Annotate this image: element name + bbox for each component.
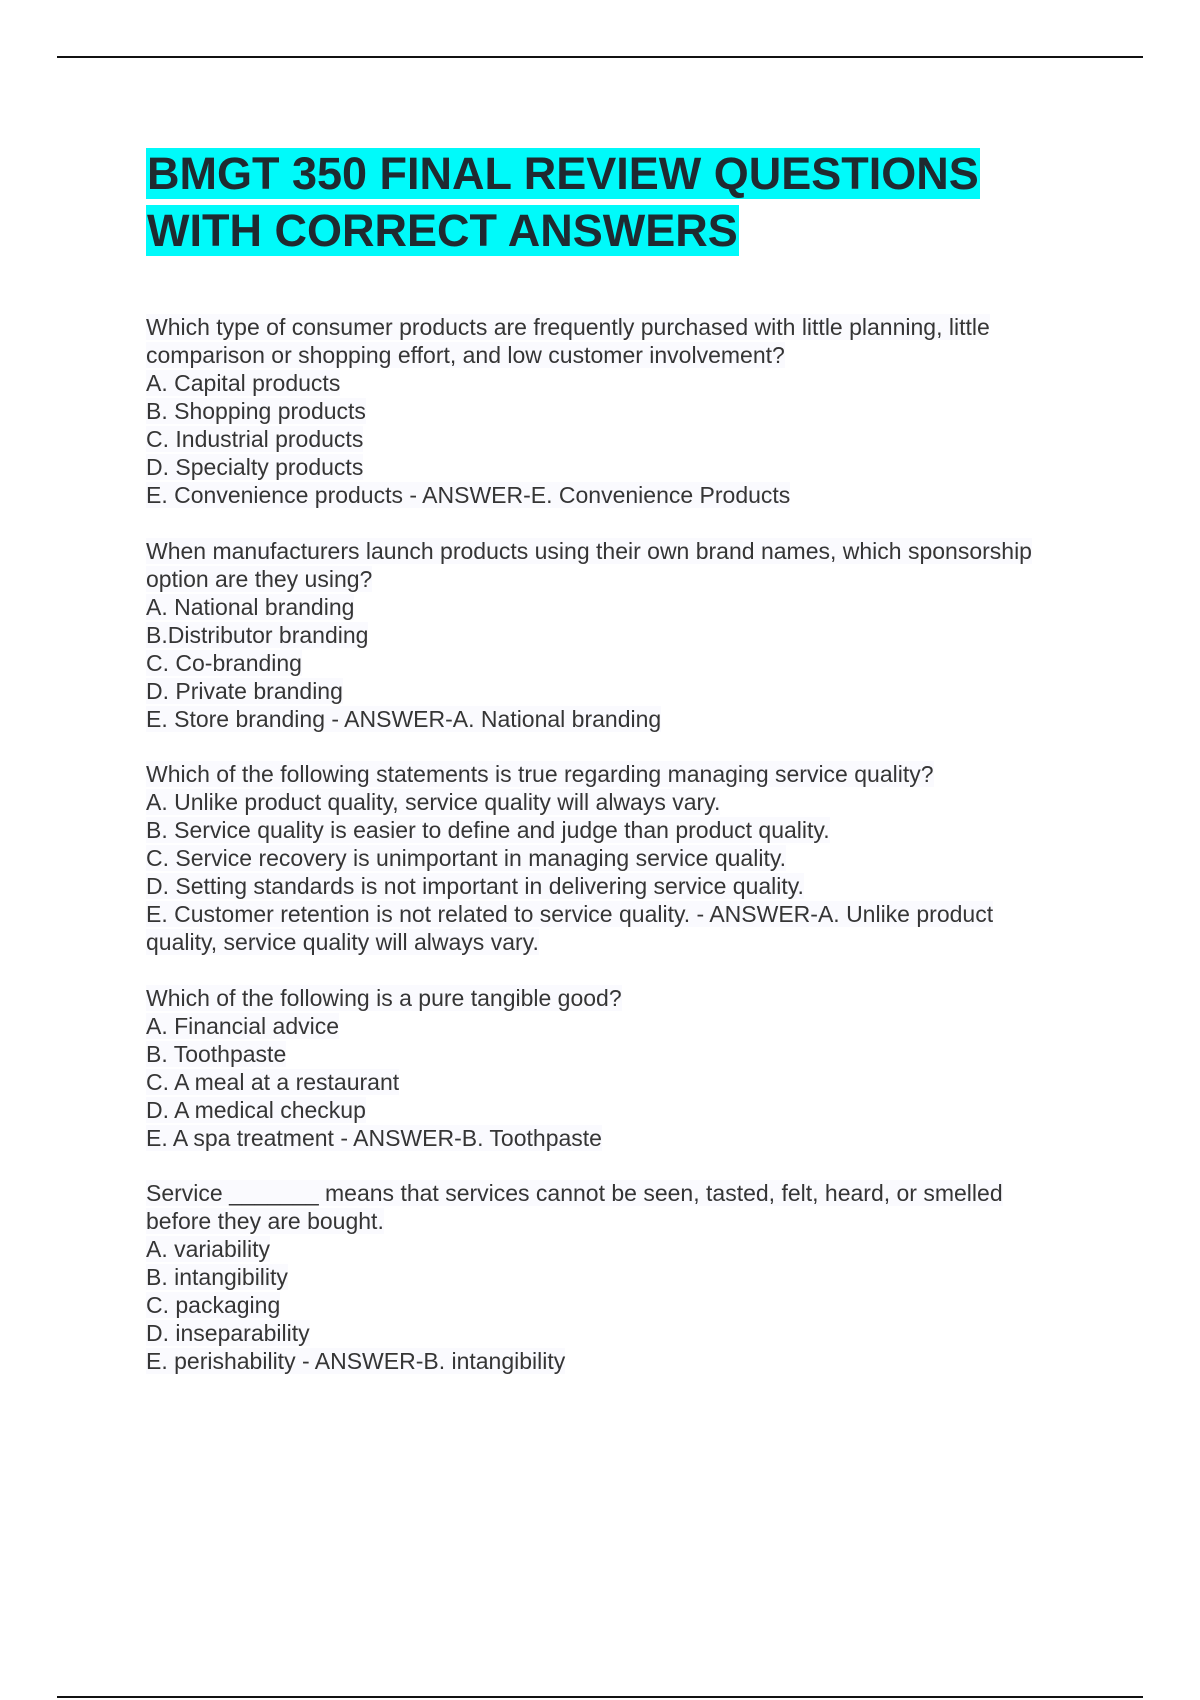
answer-option-with-key: E. Store branding - ANSWER-A. National branding [146,705,662,732]
answer-option: B. intangibility [146,1264,288,1290]
answer-option: D. Setting standards is not important in delivering service quality. [146,873,804,899]
answer-option: B. Toothpaste [146,1040,287,1067]
answer-option: A. Unlike product quality, service quality will always vary. [146,789,721,815]
answer-option-with-key: E. Convenience products - ANSWER-E. Convenience Products [146,482,791,508]
question-block [146,537,1106,733]
question-text: When manufacturers launch products using their own brand names, which sponsorship [146,537,1032,564]
answer-option: B. Service quality is easier to define and judge than product quality. [146,817,830,843]
question-text: Which of the following statements is true regarding managing service quality? [146,761,934,787]
question-block [146,1179,1106,1375]
answer-option: A. National branding [146,593,355,620]
answer-option: A. Capital products [146,370,341,396]
footer-rule [57,1696,1143,1698]
header-rule [57,56,1143,58]
title-line-2: WITH CORRECT ANSWERS [147,205,738,256]
answer-option: C. Co-branding [146,649,302,676]
answer-option: D. Specialty products [146,454,364,480]
answer-option: C. A meal at a restaurant [146,1068,400,1095]
answer-option: C. packaging [146,1292,281,1318]
question-text: comparison or shopping effort, and low customer involvement? [146,342,785,368]
answer-option: D. Private branding [146,677,343,704]
answer-option: B. Shopping products [146,398,366,424]
question-list [146,313,1106,1403]
answer-option: C. Industrial products [146,426,364,452]
answer-option: B.Distributor branding [146,621,369,648]
question-block [146,313,1106,509]
title-line-1: BMGT 350 FINAL REVIEW QUESTIONS [147,148,979,199]
answer-option: D. inseparability [146,1320,310,1346]
answer-option: A. variability [146,1236,270,1262]
question-text: before they are bought. [146,1208,384,1234]
question-block [146,760,1106,956]
question-block [146,984,1106,1152]
answer-option: D. A medical checkup [146,1096,366,1123]
question-text: Service _______ means that services cannot be seen, tasted, felt, heard, or smelled [146,1180,1003,1206]
question-text: Which type of consumer products are frequently purchased with little planning, little [146,314,990,340]
answer-option-with-key: E. perishability - ANSWER-B. intangibility [146,1348,566,1374]
answer-option: C. Service recovery is unimportant in managing service quality. [146,845,787,871]
answer-option-with-key: E. Customer retention is not related to service quality. - ANSWER-A. Unlike product [146,901,994,927]
answer-option-with-key: E. A spa treatment - ANSWER-B. Toothpaste [146,1124,602,1151]
question-text: option are they using? [146,565,373,592]
page-title [146,145,1106,259]
question-text: Which of the following is a pure tangible good? [146,984,622,1011]
answer-key-continued: quality, service quality will always vary. [146,929,539,955]
answer-option: A. Financial advice [146,1012,340,1039]
